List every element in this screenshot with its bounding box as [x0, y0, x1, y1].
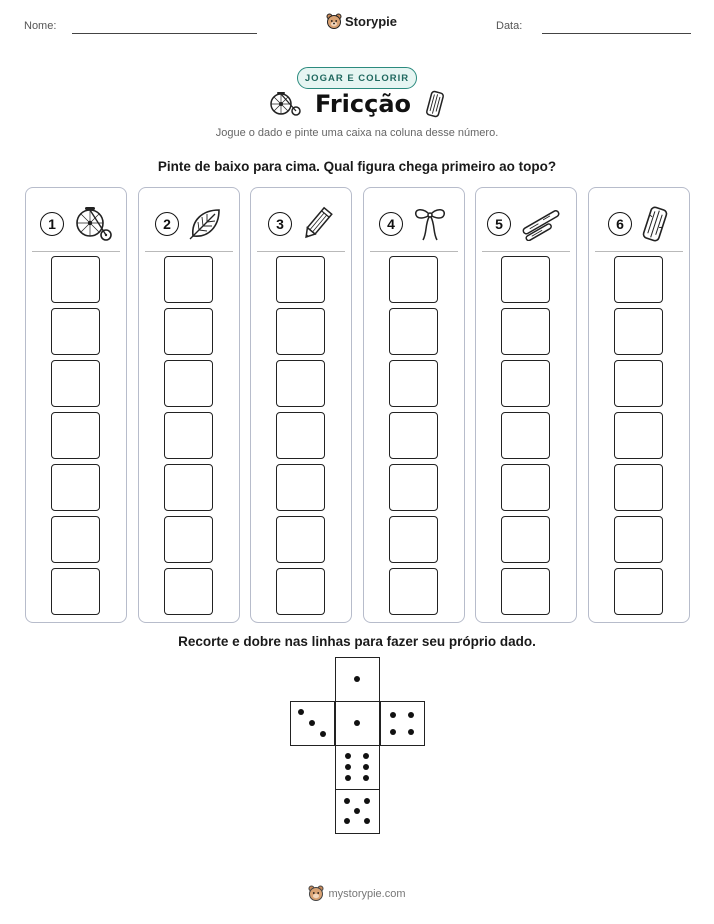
color-box[interactable]: [164, 464, 213, 511]
color-box[interactable]: [164, 568, 213, 615]
column-header: [26, 200, 126, 248]
column-header: [589, 200, 689, 248]
instruction-top: Pinte de baixo para cima. Qual figura chega primeiro ao topo?: [157, 159, 557, 174]
color-box[interactable]: [501, 360, 550, 407]
color-box[interactable]: [51, 308, 100, 355]
die-pip: [390, 729, 396, 735]
column-number: 4: [379, 212, 403, 236]
color-box[interactable]: [51, 360, 100, 407]
die-pip: [344, 798, 350, 804]
date-line[interactable]: [542, 33, 691, 34]
column-divider: [595, 251, 683, 252]
column-number: 6: [608, 212, 632, 236]
brand-name: Storypie: [345, 14, 398, 29]
column-4: [363, 187, 465, 623]
die-pip: [354, 676, 360, 682]
color-box[interactable]: [614, 308, 663, 355]
die-pip: [363, 764, 369, 770]
die-pip: [364, 798, 370, 804]
brand-logo: [326, 13, 397, 30]
column-header: [251, 200, 351, 248]
column-divider: [482, 251, 570, 252]
color-box[interactable]: [501, 256, 550, 303]
bow-icon: [411, 205, 449, 243]
color-box[interactable]: [501, 464, 550, 511]
color-box[interactable]: [276, 568, 325, 615]
die-face-3: [290, 701, 335, 746]
color-box[interactable]: [501, 412, 550, 459]
color-box[interactable]: [164, 516, 213, 563]
column-header: [364, 200, 464, 248]
die-face-6: [335, 745, 380, 790]
die-pip: [320, 731, 326, 737]
footer-url[interactable]: mystorypie.com: [328, 887, 406, 900]
die-pip: [408, 712, 414, 718]
title-row: [0, 90, 714, 118]
color-box[interactable]: [276, 308, 325, 355]
die-pip: [363, 753, 369, 759]
die-pip: [309, 720, 315, 726]
die-pip: [345, 764, 351, 770]
column-2: [138, 187, 240, 623]
column-number: 2: [155, 212, 179, 236]
column-6: [588, 187, 690, 623]
die-pip: [408, 729, 414, 735]
die-pip: [354, 808, 360, 814]
column-divider: [257, 251, 345, 252]
color-box[interactable]: [276, 516, 325, 563]
column-number: 1: [40, 212, 64, 236]
die-pip: [298, 709, 304, 715]
column-5: [475, 187, 577, 623]
die-face-1: [335, 657, 380, 702]
page-title: Fricção: [314, 90, 412, 118]
color-box[interactable]: [614, 516, 663, 563]
color-box[interactable]: [501, 308, 550, 355]
leaf-icon: [187, 206, 223, 242]
die-pip: [345, 775, 351, 781]
date-label: Data:: [496, 20, 523, 32]
pencil-icon: [300, 205, 334, 243]
column-divider: [145, 251, 233, 252]
activity-badge: JOGAR E COLORIR: [297, 67, 417, 89]
bear-mascot-icon: [308, 885, 324, 902]
die-pip: [364, 818, 370, 824]
color-box[interactable]: [389, 464, 438, 511]
color-box[interactable]: [501, 568, 550, 615]
color-box[interactable]: [51, 464, 100, 511]
wood-log-icon: [425, 90, 445, 118]
bicycle-icon: [72, 206, 112, 242]
die-pip: [345, 753, 351, 759]
color-box[interactable]: [164, 412, 213, 459]
column-number: 3: [268, 212, 292, 236]
color-box[interactable]: [164, 308, 213, 355]
color-box[interactable]: [51, 256, 100, 303]
column-divider: [32, 251, 120, 252]
color-box[interactable]: [614, 568, 663, 615]
color-box[interactable]: [614, 412, 663, 459]
color-box[interactable]: [164, 360, 213, 407]
footer: [0, 885, 714, 902]
die-pip: [344, 818, 350, 824]
color-box[interactable]: [51, 412, 100, 459]
sticks-icon: [519, 207, 565, 241]
column-1: [25, 187, 127, 623]
color-box[interactable]: [51, 568, 100, 615]
color-box[interactable]: [614, 464, 663, 511]
column-number: 5: [487, 212, 511, 236]
wood-log-icon: [640, 205, 670, 243]
color-box[interactable]: [389, 256, 438, 303]
color-box[interactable]: [614, 360, 663, 407]
color-box[interactable]: [276, 412, 325, 459]
color-box[interactable]: [51, 516, 100, 563]
column-3: [250, 187, 352, 623]
column-divider: [370, 251, 458, 252]
subtitle: Jogue o dado e pinte uma caixa na coluna desse número.: [215, 127, 499, 139]
color-box[interactable]: [276, 256, 325, 303]
die-pip: [354, 720, 360, 726]
die-pip: [390, 712, 396, 718]
color-box[interactable]: [501, 516, 550, 563]
color-box[interactable]: [614, 256, 663, 303]
die-face-5: [335, 789, 380, 834]
color-box[interactable]: [389, 568, 438, 615]
color-box[interactable]: [276, 464, 325, 511]
die-pip: [363, 775, 369, 781]
bear-mascot-icon: [326, 13, 342, 30]
color-box[interactable]: [389, 360, 438, 407]
name-line[interactable]: [72, 33, 257, 34]
column-header: [476, 200, 576, 248]
die-face-4: [380, 701, 425, 746]
penny-farthing-icon: [269, 91, 301, 117]
instruction-bottom: Recorte e dobre nas linhas para fazer seu próprio dado.: [178, 634, 536, 649]
color-box[interactable]: [389, 516, 438, 563]
color-box[interactable]: [164, 256, 213, 303]
column-header: [139, 200, 239, 248]
die-face-1: [335, 701, 380, 746]
color-box[interactable]: [389, 412, 438, 459]
color-box[interactable]: [389, 308, 438, 355]
name-label: Nome:: [24, 20, 57, 32]
color-box[interactable]: [276, 360, 325, 407]
